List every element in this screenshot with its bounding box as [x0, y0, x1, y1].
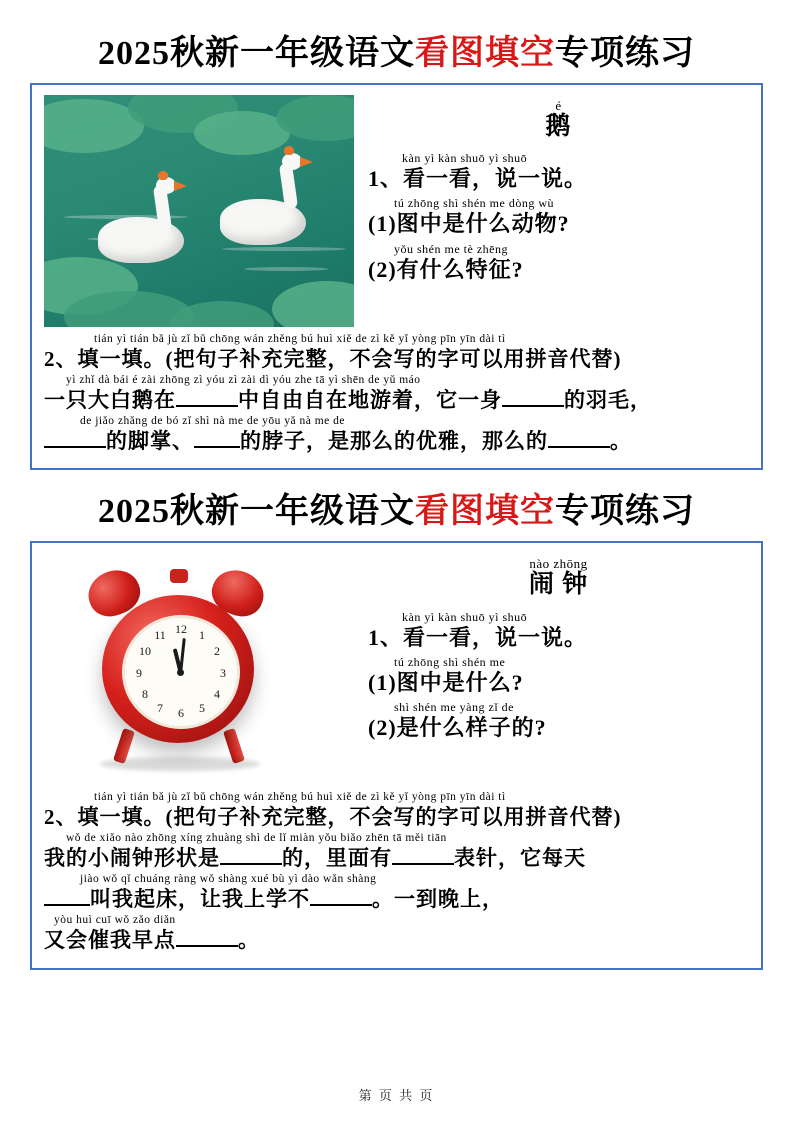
text-segment: 又会催我早点 [44, 928, 176, 953]
answer-line-1 [44, 832, 749, 869]
answer-line-1-hanzi [44, 847, 749, 869]
subject-pinyin: nào zhōng [529, 556, 588, 572]
title-part-2: 专项练习 [555, 35, 695, 72]
text-segment: 中自由自在地游着，它一身 [238, 388, 502, 413]
question-1a-pinyin: tú zhōng shì shén me dòng wù [394, 196, 554, 211]
answer-line-2 [44, 873, 749, 910]
pond-background [44, 95, 354, 327]
text-segment: 。一到晚上， [372, 887, 504, 912]
text-segment: 我的小闹钟形状是 [44, 846, 220, 871]
clock-number: 10 [139, 644, 151, 659]
text-segment: 一只大白鹅在 [44, 388, 176, 413]
worksheet-2-top-row [44, 553, 749, 785]
question-1 [368, 152, 749, 190]
answer-line-1-pinyin: wǒ de xiǎo nào zhōng xíng zhuàng shì de lǐ miàn yǒu biǎo zhēn tā měi tiān [66, 832, 447, 845]
question-1b [368, 701, 749, 739]
clock-number: 6 [178, 706, 184, 721]
worksheet-2 [30, 492, 763, 969]
answer-line-1 [44, 374, 749, 411]
title-highlight: 看图填空 [415, 35, 555, 72]
answer-line-2-hanzi [44, 430, 749, 452]
clock-number: 5 [199, 701, 205, 716]
text-segment: 的脚掌、 [106, 429, 194, 454]
worksheet-1-top-row [44, 95, 749, 327]
question-1b [368, 243, 749, 281]
worksheet-2-fill-section [44, 791, 749, 951]
subject-hanzi: 闹 钟 [528, 571, 589, 599]
clock-face [122, 615, 240, 729]
clock-number: 11 [154, 628, 166, 643]
question-1-hanzi: 1、看一看，说一说。 [368, 166, 588, 192]
answer-line-3 [44, 914, 749, 951]
text-segment: 。 [238, 928, 260, 953]
answer-blank[interactable] [44, 904, 90, 906]
worksheet-2-subject [368, 557, 749, 598]
answer-blank[interactable] [176, 405, 238, 407]
answer-line-2-hanzi [44, 888, 749, 910]
subject-hanzi: 鹅 [545, 113, 572, 141]
bell-hammer [170, 569, 188, 583]
text-segment: 叫我起床，让我上学不 [90, 887, 310, 912]
answer-blank[interactable] [220, 863, 282, 865]
title-part-1: 2025秋新一年级语文 [98, 35, 415, 72]
question-1a-pinyin: tú zhōng shì shén me [394, 654, 506, 669]
answer-blank[interactable] [176, 945, 238, 947]
question-2 [44, 791, 749, 828]
page-footer: 第 页 共 页 [358, 1088, 435, 1103]
question-2-pinyin: tián yì tián bǎ jù zǐ bǔ chōng wán zhěng bú huì xiě de zì kě yǐ yòng pīn yīn dài tì [94, 791, 506, 804]
question-2 [44, 333, 749, 370]
question-1-pinyin: kàn yì kàn shuō yì shuō [402, 151, 528, 166]
answer-line-2 [44, 415, 749, 452]
worksheet-1-box [30, 83, 763, 470]
answer-blank[interactable] [310, 904, 372, 906]
worksheet-1 [30, 34, 763, 470]
clock-number: 12 [175, 622, 187, 637]
question-1b-hanzi: (2)有什么特征? [368, 256, 524, 282]
question-1-pinyin: kàn yì kàn shuō yì shuō [402, 609, 528, 624]
worksheet-2-title [30, 492, 763, 531]
geese-in-pond-illustration [44, 95, 354, 327]
question-1b-pinyin: yǒu shén me tè zhēng [394, 241, 508, 256]
worksheet-1-fill-section [44, 333, 749, 452]
question-2-hanzi: 2、填一填。(把句子补充完整，不会写的字可以用拼音代替) [44, 347, 622, 372]
answer-line-2-pinyin: de jiǎo zhǎng de bó zǐ shì nà me de yōu yǎ nà me de [80, 415, 346, 428]
answer-line-2-pinyin: jiào wǒ qǐ chuáng ràng wǒ shàng xué bù yì dào wǎn shàng [80, 873, 377, 886]
question-1b-pinyin: shì shén me yàng zǐ de [394, 699, 514, 714]
question-1a [368, 656, 749, 694]
answer-line-3-hanzi [44, 929, 749, 951]
clock-shadow [100, 757, 260, 771]
clock-number: 8 [142, 687, 148, 702]
text-segment: 的羽毛， [564, 388, 652, 413]
worksheet-1-subject [368, 99, 749, 140]
text-segment: 的脖子，是那么的优雅，那么的 [240, 429, 548, 454]
worksheet-1-questions [354, 95, 749, 288]
answer-blank[interactable] [548, 446, 610, 448]
worksheet-1-title [30, 34, 763, 73]
answer-line-1-hanzi [44, 389, 749, 411]
answer-blank[interactable] [194, 446, 240, 448]
text-segment: 的，里面有 [282, 846, 392, 871]
question-1 [368, 611, 749, 649]
answer-line-1-pinyin: yì zhǐ dà bái é zài zhōng zì yóu zì zài dì yóu zhe tā yì shēn de yǔ máo [66, 374, 421, 387]
answer-blank[interactable] [502, 405, 564, 407]
worksheet-2-box [30, 541, 763, 969]
clock-number: 9 [136, 666, 142, 681]
clock-scene [44, 553, 354, 785]
title-part-2: 专项练习 [555, 493, 695, 531]
answer-blank[interactable] [44, 446, 106, 448]
title-highlight: 看图填空 [415, 493, 555, 531]
clock-number: 1 [199, 628, 205, 643]
red-alarm-clock-illustration [44, 553, 354, 785]
clock-number: 3 [220, 666, 226, 681]
question-2-hanzi: 2、填一填。(把句子补充完整，不会写的字可以用拼音代替) [44, 805, 622, 830]
question-2-pinyin: tián yì tián bǎ jù zǐ bǔ chōng wán zhěng bú huì xiě de zì kě yǐ yòng pīn yīn dài tì [94, 333, 506, 346]
answer-blank[interactable] [392, 863, 454, 865]
clock-number: 2 [214, 644, 220, 659]
question-1a-hanzi: (1)图中是什么? [368, 669, 524, 695]
text-segment: 。 [610, 429, 632, 454]
title-part-1: 2025秋新一年级语文 [98, 493, 415, 531]
question-1b-hanzi: (2)是什么样子的? [368, 714, 547, 740]
answer-line-3-pinyin: yòu huì cuī wǒ zǎo diǎn [54, 914, 176, 927]
clock-number: 7 [157, 701, 163, 716]
clock-body [102, 595, 254, 743]
worksheet-2-questions [354, 553, 749, 746]
question-1a [368, 197, 749, 235]
subject-pinyin: é [555, 98, 562, 114]
text-segment: 表针，它每天 [454, 846, 586, 871]
question-1a-hanzi: (1)图中是什么动物? [368, 211, 570, 237]
question-1-hanzi: 1、看一看，说一说。 [368, 624, 588, 650]
clock-center-dot [177, 669, 184, 676]
clock-number: 4 [214, 687, 220, 702]
